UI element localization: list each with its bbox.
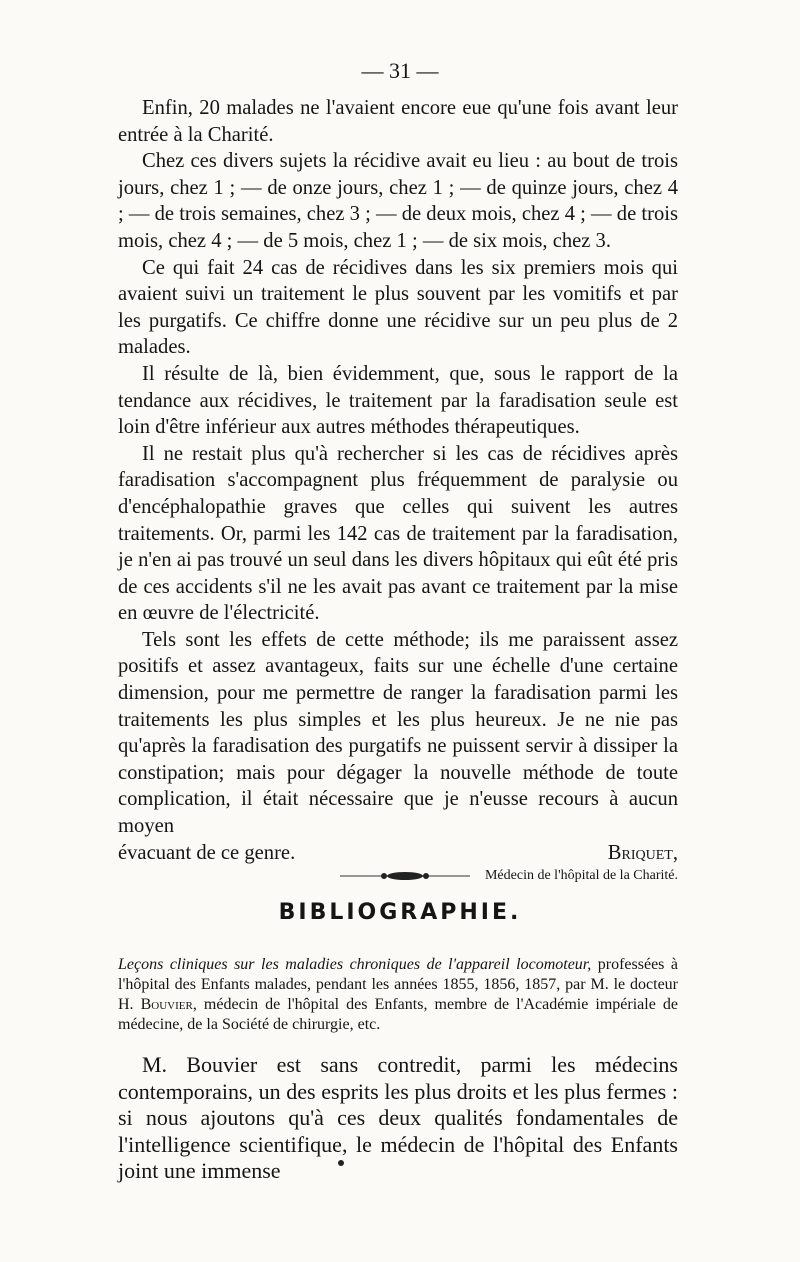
paragraph: Il ne restait plus qu'à rechercher si les cas de récidives après faradisation s'accompagnent plus fréquemment de paralysie ou d'encéphalopathie graves que celles qui suivent les autres traitements. Or, parmi les 142 cas de traitement par la faradisation, je n'en ai pas trouvé un seul dans les divers hôpitaux qui eût été pris de ces accidents s'il ne les avait pas avant ce traitement par la mise en œuvre de l'électricité. <box>118 442 678 625</box>
signature-name: Briquet, <box>607 841 678 864</box>
paragraph: Il résulte de là, bien évidemment, que, sous le rapport de la tendance aux récidives, le traitement par la faradisation seule est loin d'être inférieur aux autres méthodes thérapeutiques. <box>118 362 678 439</box>
review-paragraph: M. Bouvier est sans contredit, parmi les médecins contemporains, un des esprits les plus droits et les plus fermes : si nous ajoutons qu'à ces deux qualités fondamentales de l'intelligence scientifique, le médecin de l'hôpital des Enfants joint une immense <box>118 1052 678 1184</box>
paragraph: Chez ces divers sujets la récidive avait eu lieu : au bout de trois jours, chez 1 ; — de onze jours, chez 1 ; — de quinze jours, chez 4 ; — de trois semaines, chez 3 ; — de deux mois, chez 4 ; — de trois mois, chez 4 ; — de 5 mois, chez 1 ; — de six mois, chez 3. <box>118 150 678 252</box>
paragraph: Tels sont les effets de cette méthode; ils me paraissent assez positifs et assez avantageux, faits sur une échelle d'une certaine dimension, pour me permettre de ranger la faradisation parmi les traitements les plus simples et les plus heureux. Je ne nie pas qu'après la faradisation des purgatifs ne puissent servir à dissiper la constipation; mais pour dégager la nouvelle méthode de toute complication, il était nécessaire que je n'eusse recours à aucun moyen <box>118 628 678 838</box>
book-title: Leçons cliniques sur les maladies chroniques de l'appareil locomoteur, <box>118 956 592 973</box>
signature-title: Médecin de l'hôpital de la Charité. <box>484 868 678 884</box>
section-heading: BIBLIOGRAPHIE. <box>278 900 522 925</box>
bibliography-section <box>118 955 678 1035</box>
ornament-divider <box>340 868 470 884</box>
article-body <box>118 95 678 884</box>
page-number: — 31 — <box>361 58 439 83</box>
paragraph: Enfin, 20 malades ne l'avaient encore eue qu'une fois avant leur entrée à la Charité. <box>118 97 678 146</box>
ink-dot <box>338 1160 344 1166</box>
book-entry <box>118 955 678 1035</box>
closing-line <box>118 840 678 867</box>
book-details-2: , médecin de l'hôpital des Enfants, membre de l'Académie impériale de médecine, de la Société de chirurgie, etc. <box>118 996 678 1033</box>
book-author: Bouvier <box>140 996 193 1013</box>
paragraph: Ce qui fait 24 cas de récidives dans les six premiers mois qui avaient suivi un traitement le plus souvent par les vomitifs et par les purgatifs. Ce chiffre donne une récidive sur un peu plus de 2 malades. <box>118 256 678 359</box>
closing-text: évacuant de ce genre. <box>118 841 296 864</box>
review-section <box>118 1052 678 1185</box>
book-details: professées à l'hôpital des Enfants malades, pendant les années 1855, 1856, 1857, par M. le docteur H. <box>118 956 678 1013</box>
